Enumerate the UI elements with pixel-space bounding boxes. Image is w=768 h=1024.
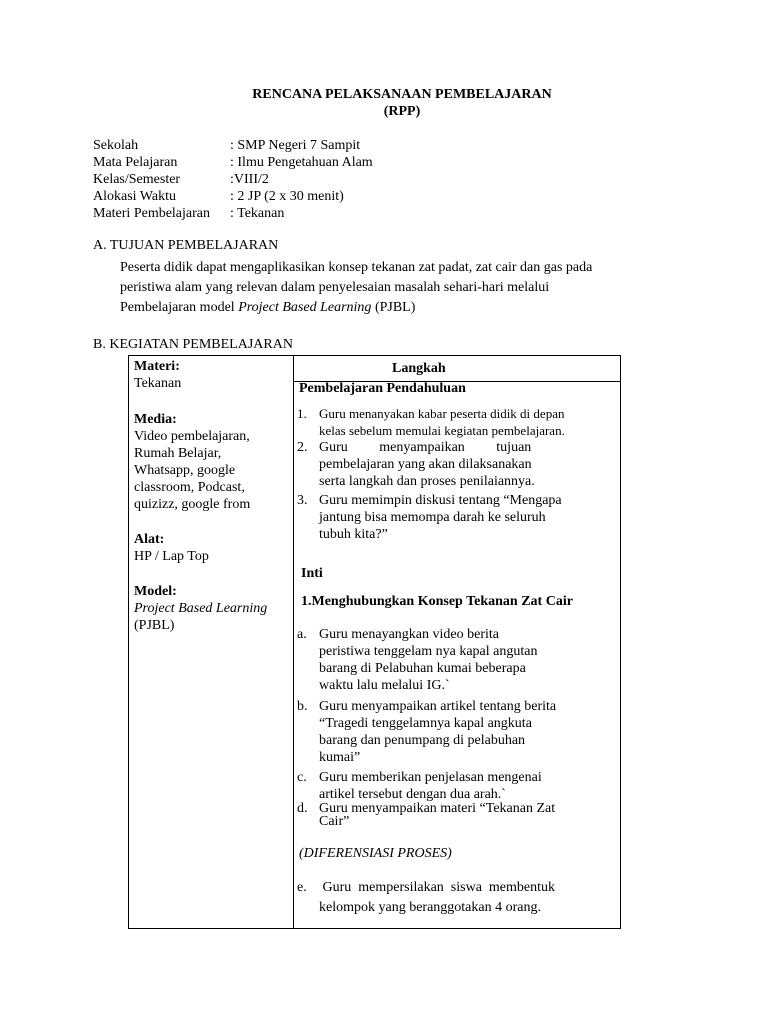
document-subtitle: (RPP) (383, 104, 421, 119)
table-column-divider (293, 356, 294, 928)
diferensiasi-label: (DIFERENSIASI PROSES) (299, 846, 452, 861)
section-a-heading: A. TUJUAN PEMBELAJARAN (93, 238, 279, 253)
meta-row-alokasi: Alokasi Waktu : 2 JP (2 x 30 menit) (93, 189, 344, 204)
model-value: Project Based Learning (134, 601, 268, 616)
pendahuluan-heading: Pembelajaran Pendahuluan (299, 381, 466, 396)
media-label: Media: (134, 412, 177, 427)
section-a-paragraph: Peserta didik dapat mengaplikasikan konsep tekanan zat padat, zat cair dan gas pada peristiwa alam yang relevan dalam penyelesaian masalah sehari-hari melalui Pembelajaran model Project Based Learning (PJBL) (120, 260, 593, 315)
media-line: Whatsapp, google (134, 463, 236, 478)
langkah-header: Langkah (392, 361, 446, 376)
alat-value: HP / Lap Top (134, 549, 209, 564)
model-abbr: (PJBL) (134, 618, 175, 633)
media-line: quizizz, google from (134, 497, 251, 512)
materi-value: Tekanan (134, 376, 182, 391)
meta-row-kelas: Kelas/Semester :VIII/2 (93, 172, 269, 187)
activity-table: Materi: Tekanan Media: Video pembelajaran, Rumah Belajar, Whatsapp, google classroom, Podcast, quizizz, google from Alat: HP / Lap Top Model: Project Based Learning (PJBL) Langkah Pembelajaran Pendahuluan 1. Guru menanyakan kabar peserta didik di depan kelas sebelum memulai kegiatan pembelajaran. 2. Guru menyampaikan tujuan pembelajaran yang akan dilaksanakan serta langkah dan proses penilaiannya. 3. Guru memimpin diskusi tentang “Mengapa jantung bisa memompa darah ke seluruh tubuh kita?” Inti 1.Menghubungkan Konsep Tekanan Zat Cair a. Guru menayangkan video berita peristiwa tenggelam nya kapal angutan barang di Pelabuhan kumai beberapa waktu lalu melalui IG.` b. Guru menyampaikan artikel tentang berita “Tragedi tenggelamnya kapal angkuta barang dan penumpang di pelabuhan kumai” c. Guru memberikan penjelasan mengenai artikel tersebut dengan dua arah.` d. Guru menyampaikan materi “Tekanan Zat Cair” (DIFERENSIASI PROSES) e. Guru mempersilakan siswa membentuk kelompok yang beranggotakan 4 orang. (128, 355, 621, 929)
model-label: Model: (134, 584, 177, 599)
identity-block (93, 137, 373, 222)
media-line: Video pembelajaran, (134, 429, 250, 444)
inti-subheading: 1.Menghubungkan Konsep Tekanan Zat Cair (301, 594, 573, 609)
meta-row-sekolah: Sekolah : SMP Negeri 7 Sampit (93, 138, 361, 153)
document-title: RENCANA PELAKSANAAN PEMBELAJARAN (252, 87, 552, 102)
media-line: Rumah Belajar, (134, 446, 222, 461)
meta-row-mapel: Mata Pelajaran : Ilmu Pengetahuan Alam (93, 155, 373, 170)
inti-heading: Inti (301, 566, 323, 581)
left-column (134, 358, 289, 634)
meta-row-materi: Materi Pembelajaran : Tekanan (93, 206, 285, 221)
media-line: classroom, Podcast, (134, 480, 245, 495)
materi-label: Materi: (134, 359, 180, 374)
alat-label: Alat: (134, 532, 165, 547)
section-b-heading: B. KEGIATAN PEMBELAJARAN (93, 337, 293, 352)
